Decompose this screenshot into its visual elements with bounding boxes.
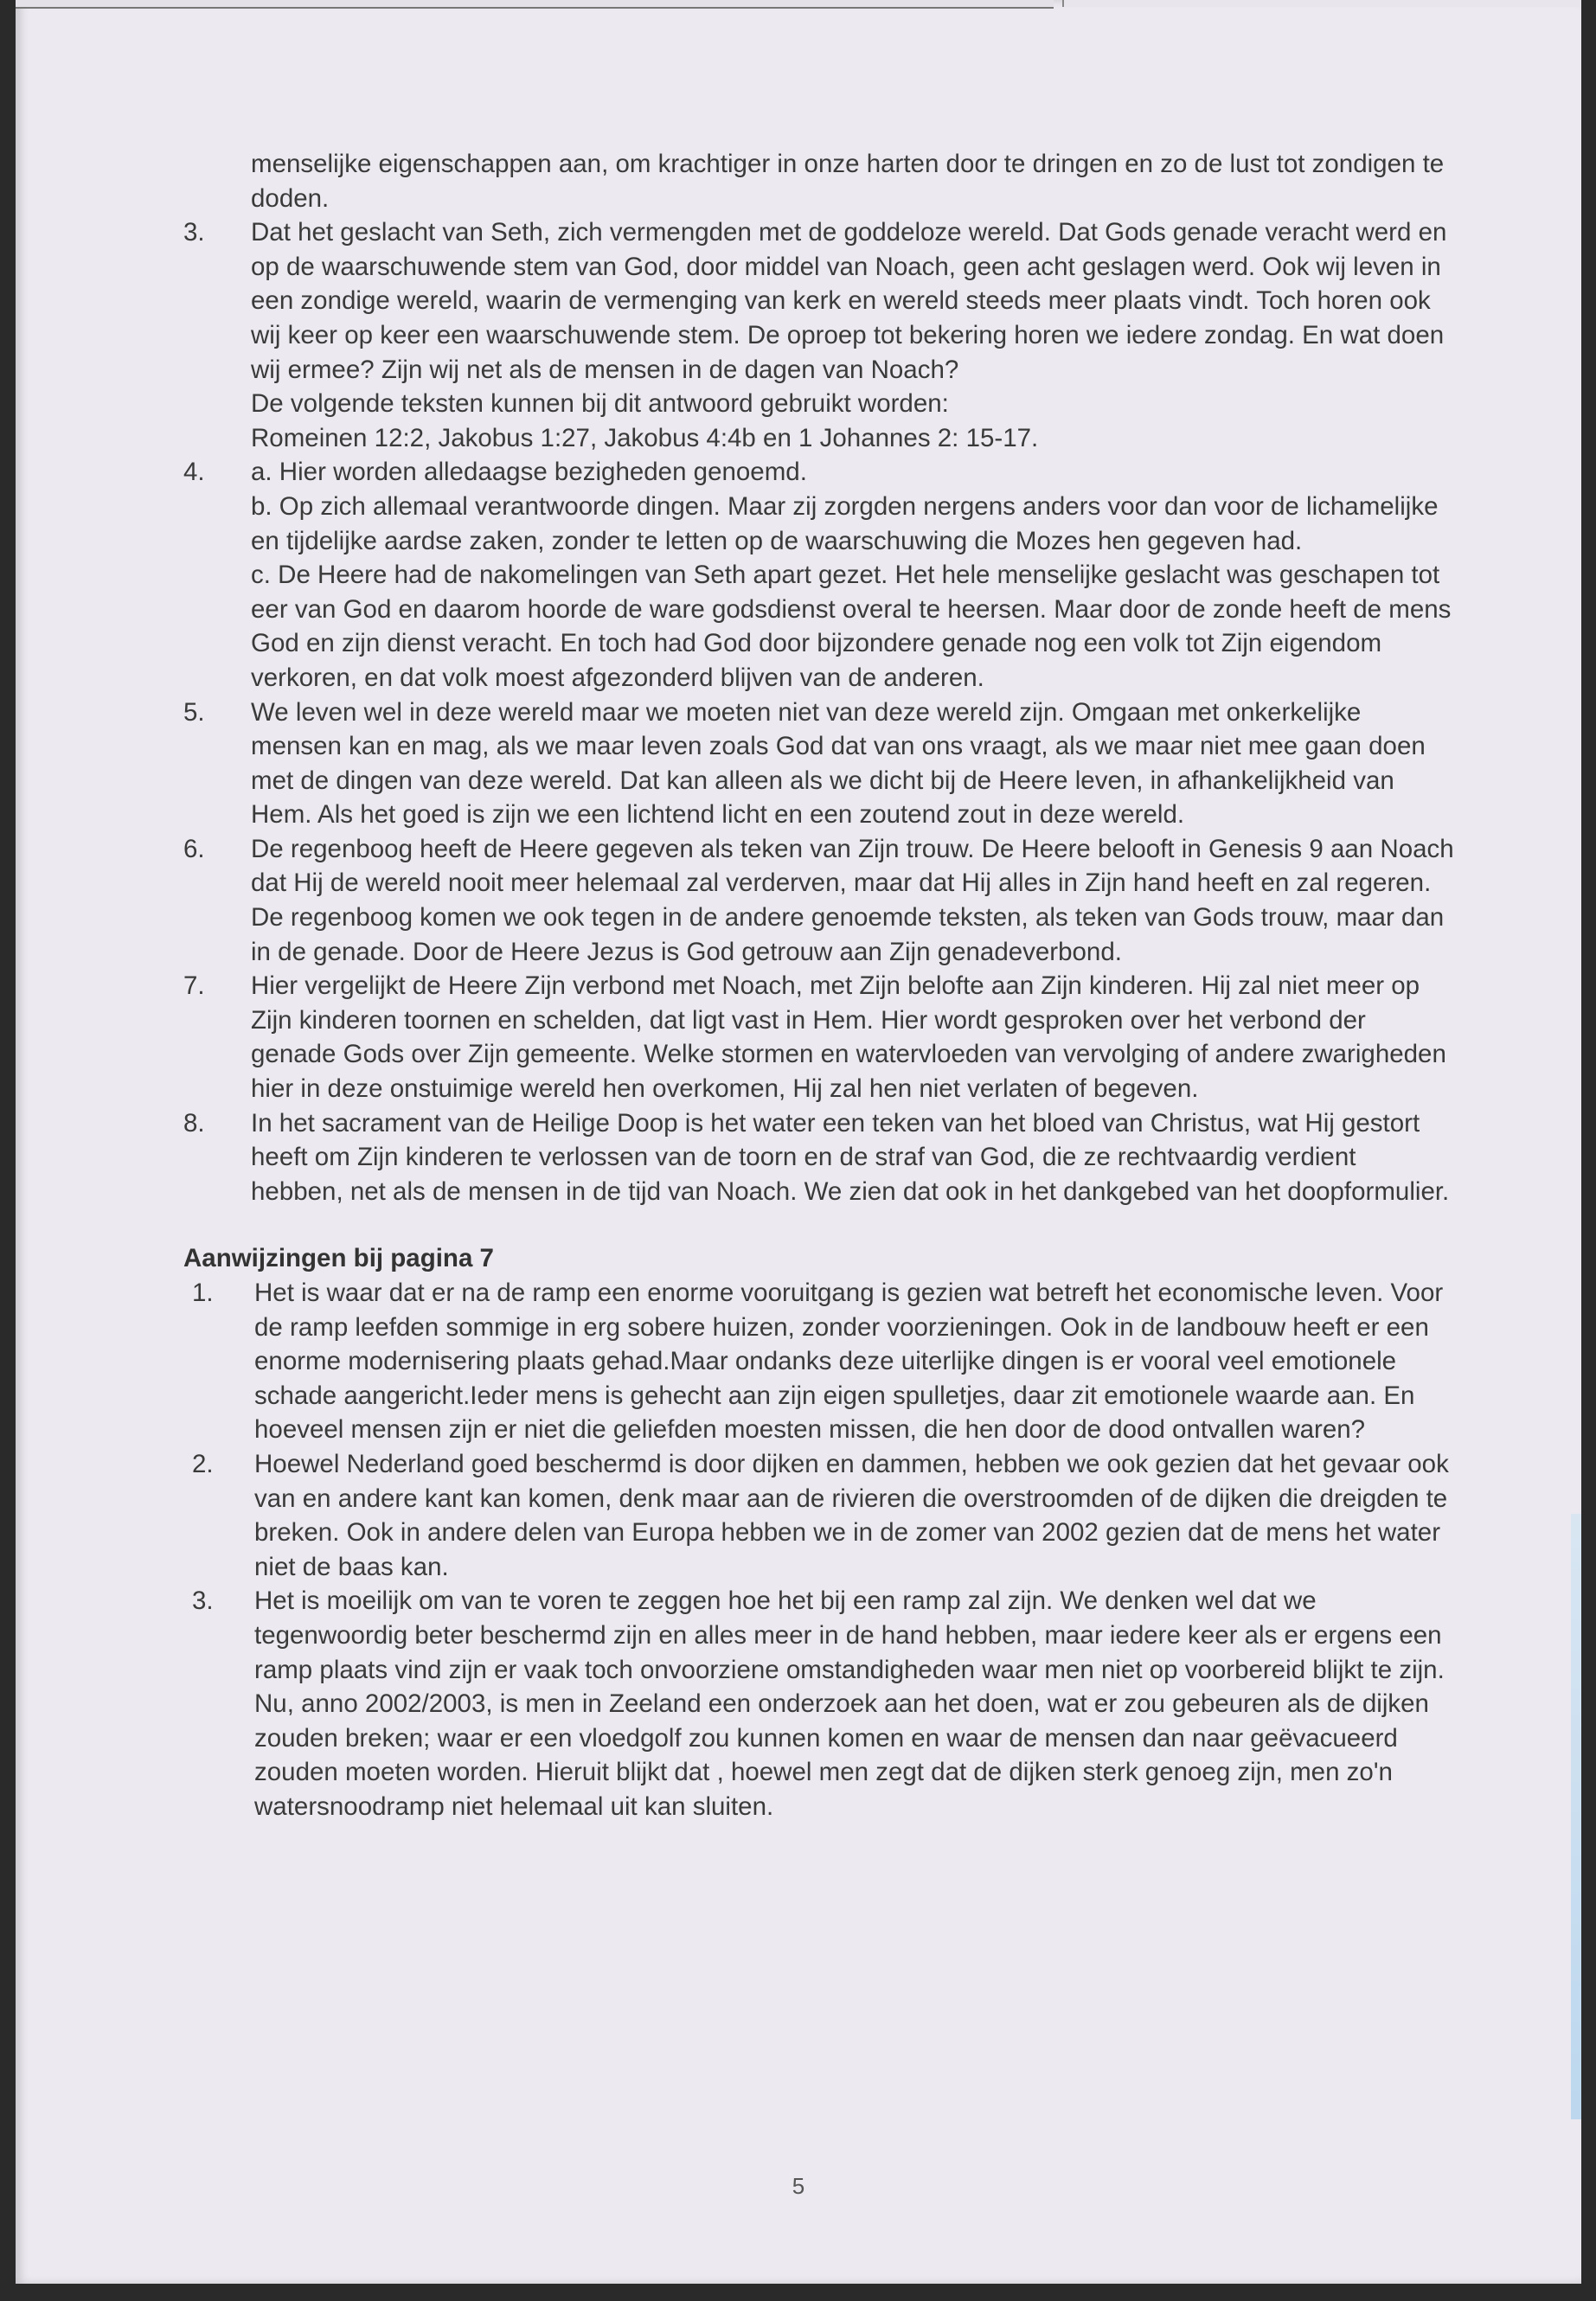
list-item [183, 832, 1455, 969]
item-number: 4. [183, 458, 205, 487]
item-text: In het sacrament van de Heilige Doop is het water een teken van het bloed van Christus, wat Hij gestort heeft om Zijn kinderen te verlossen van de toorn en de straf van God, die ze rechtvaardig verdient hebben, net als de mensen in de tijd van Noach. We zien dat ook in het dankgebed van het doopformulier. [251, 1108, 1450, 1206]
document-page [16, 0, 1581, 2284]
item-number: 3. [183, 218, 205, 247]
list-item [183, 969, 1455, 1106]
item-text: De regenboog heeft de Heere gegeven als teken van Zijn trouw. De Heere belooft in Genesis 9 aan Noach dat Hij de wereld nooit meer helemaal zal verderven, maar dat Hij alles in Zijn hand heeft en zal regeren. De regenboog komen we ook tegen in de andere genoemde teksten, als teken van Gods trouw, maar dan in de genade. Door de Heere Jezus is God getrouw aan Zijn genadeverbond. [251, 834, 1454, 966]
page-number: 5 [792, 2173, 805, 2199]
adjacent-page-edge [1062, 0, 1581, 7]
item-number: 6. [183, 834, 205, 863]
item-text: a. Hier worden alledaagse bezigheden genoemd. [251, 458, 807, 487]
item-text: c. De Heere had de nakomelingen van Seth apart gezet. Het hele menselijke geslacht was geschapen tot eer van God en daarom hoorde de ware godsdienst overal te heersen. Maar door de zonde heeft de mens God en zijn dienst veracht. En toch had God door bijzondere genade nog een volk tot Zijn eigendom verkoren, en dat volk moest afgezonderd blijven van de anderen. [251, 561, 1452, 692]
item-text: Het is moeilijk om van te voren te zeggen hoe het bij een ramp zal zijn. We denken wel dat we tegenwoordig beter beschermd zijn en alles meer in de hand hebben, maar iedere keer als er ergens een ramp plaats vind zijn er vaak toch onvoorziene omstandigheden waar men niet op voorbereid blijkt te zijn. Nu, anno 2002/2003, is men in Zeeland een onderzoek aan het doen, wat er zou gebeuren als de dijken zouden breken; waar er een vloedgolf zou kunnen komen en waar de mensen dan naar geëvacueerd zouden moeten worden. Hieruit blijkt dat , hoewel men zegt dat de dijken sterk genoeg zijn, men zo'n watersnoodramp niet helemaal uit kan sluiten. [254, 1586, 1445, 1821]
item-text: Hier vergelijkt de Heere Zijn verbond met Noach, met Zijn belofte aan Zijn kinderen. Hij zal niet meer op Zijn kinderen toornen en schelden, dat ligt vast in Hem. Hier wordt gesproken over het verbond der genade Gods over Zijn gemeente. Welke stormen en watervloeden van vervolging of andere zwarigheden hier in deze onstuimige wereld hen overkomen, Hij zal hen niet verlaten of begeven. [251, 971, 1446, 1104]
list-item [183, 1447, 1455, 1584]
adjacent-page-strip [1571, 1514, 1581, 2119]
item-number: 2. [192, 1449, 214, 1478]
item-text: b. Op zich allemaal verantwoorde dingen. Maar zij zorgden nergens anders voor dan voor de lichamelijke en tijdelijke aardse zaken, zonder te letten op de waarschuwing die Mozes hen gegeven had. [251, 491, 1439, 555]
item-text: De volgende teksten kunnen bij dit antwoord gebruikt worden: [251, 389, 949, 419]
answer-list-2 [183, 1276, 1455, 1824]
section-pagina-7 [183, 1241, 1455, 1823]
section-heading: Aanwijzingen bij pagina 7 [183, 1244, 494, 1273]
item-number: 1. [192, 1279, 214, 1307]
item-text: Het is waar dat er na de ramp een enorme vooruitgang is gezien wat betreft het economische leven. Voor de ramp leefden sommige in erg sobere huizen, zonder voorzieningen. Ook in de landbouw heeft er een enorme modernisering plaats gehad.Maar ondanks deze uiterlijke dingen is er vooral veel emotionele schade aangericht.Ieder mens is gehecht aan zijn eigen spulletjes, daar zit emotionele waarde aan. En hoeveel mensen zijn er niet die geliefden moesten missen, die hen door de dood ontvallen waren? [254, 1279, 1444, 1445]
item-number: 8. [183, 1108, 205, 1138]
list-item [183, 1276, 1455, 1447]
list-item [183, 1106, 1455, 1209]
continuation-text: menselijke eigenschappen aan, om krachtiger in onze harten door te dringen en zo de lust tot zondigen te doden. [251, 150, 1445, 213]
item-number: 3. [192, 1586, 214, 1616]
item-text: Hoewel Nederland goed beschermd is door dijken en dammen, hebben we ook gezien dat het gevaar ook van en andere kant kan komen, denk maar aan de rivieren die overstroomden of de dijken die dreigden te breken. Ook in andere delen van Europa hebben we in de zomer van 2002 gezien dat de mens het water niet de baas kan. [254, 1449, 1449, 1581]
list-item [183, 455, 1455, 695]
previous-page-edge [16, 0, 1054, 9]
list-item [183, 215, 1455, 455]
answer-list-1 [183, 215, 1455, 1208]
item-text: Dat het geslacht van Seth, zich vermengden met de goddeloze wereld. Dat Gods genade veracht werd en op de waarschuwende stem van God, door middel van Noach, geen acht geslagen werd. Ook wij leven in een zondige wereld, waarin de vermenging van kerk en wereld steeds meer plaats vindt. Toch horen ook wij keer op keer een waarschuwende stem. De oproep tot bekering horen we iedere zondag. En wat doen wij ermee? Zijn wij net als de mensen in de dagen van Noach? [251, 218, 1447, 384]
item-text: We leven wel in deze wereld maar we moeten niet van deze wereld zijn. Omgaan met onkerkelijke mensen kan en mag, als we maar leven zoals God dat van ons vraagt, als we maar niet mee gaan doen met de dingen van deze wereld. Dat kan alleen als we dicht bij de Heere leven, in afhankelijkheid van Hem. Als het goed is zijn we een lichtend licht en een zoutend zout in deze wereld. [251, 697, 1426, 830]
list-item [183, 1584, 1455, 1823]
item-number: 5. [183, 697, 205, 727]
list-item [183, 695, 1455, 832]
page-content [183, 147, 1455, 1824]
item-text: Romeinen 12:2, Jakobus 1:27, Jakobus 4:4b en 1 Johannes 2: 15-17. [251, 423, 1039, 452]
item-number: 7. [183, 971, 205, 1001]
